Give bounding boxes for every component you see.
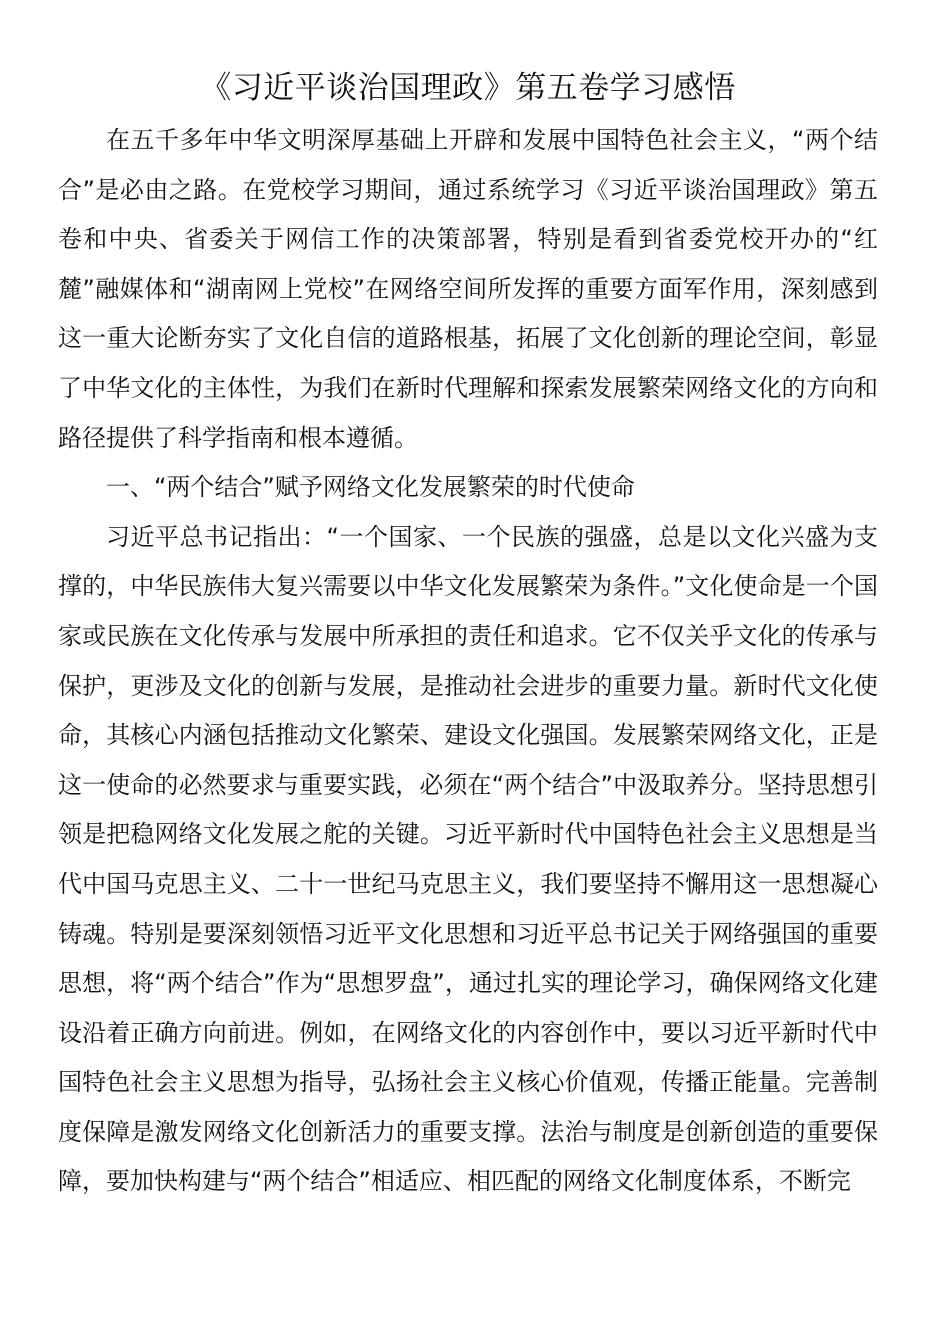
intro-paragraph: 在五千多年中华文明深厚基础上开辟和发展中国特色社会主义，“两个结合”是必由之路。在党校学习期间，通过系统学习《习近平谈治国理政》第五卷和中央、省委关于网信工作的决策部署，特别是看到省委党校开办的“红麓”融媒体和“湖南网上党校”在网络空间所发挥的重要方面军作用，深刻感到这一重大论断夯实了文化自信的道路根基，拓展了文化创新的理论空间，彰显了中华文化的主体性，为我们在新时代理解和探索发展繁荣网络文化的方向和路径提供了科学指南和根本遵循。	[58, 126, 878, 452]
body-paragraph: 习近平总书记指出：“一个国家、一个民族的强盛，总是以文化兴盛为支撑的，中华民族伟大复兴需要以中华文化发展繁荣为条件。”文化使命是一个国家或民族在文化传承与发展中所承担的责任和追求。它不仅关乎文化的传承与保护，更涉及文化的创新与发展，是推动社会进步的重要力量。新时代文化使命，其核心内涵包括推动文化繁荣、建设文化强国。发展繁荣网络文化，正是这一使命的必然要求与重要实践，必须在“两个结合”中汲取养分。坚持思想引领是把稳网络文化发展之舵的关键。习近平新时代中国特色社会主义思想是当代中国马克思主义、二十一世纪马克思主义，我们要坚持不懈用这一思想凝心铸魂。特别是要深刻领悟习近平文化思想和习近平总书记关于网络强国的重要思想，将“两个结合”作为“思想罗盘”，通过扎实的理论学习，确保网络文化建设沿着正确方向前进。例如，在网络文化的内容创作中，要以习近平新时代中国特色社会主义思想为指导，弘扬社会主义核心价值观，传播正能量。完善制度保障是激发网络文化创新活力的重要支撑。法治与制度是创新创造的重要保障，要加快构建与“两个结合”相适应、相匹配的网络文化制度体系，不断完	[58, 522, 878, 1196]
document-title: 《习近平谈治国理政》第五卷学习感悟	[200, 70, 736, 106]
section-heading: 一、“两个结合”赋予网络文化发展繁荣的时代使命	[106, 473, 635, 502]
document-body	[58, 62, 878, 1207]
